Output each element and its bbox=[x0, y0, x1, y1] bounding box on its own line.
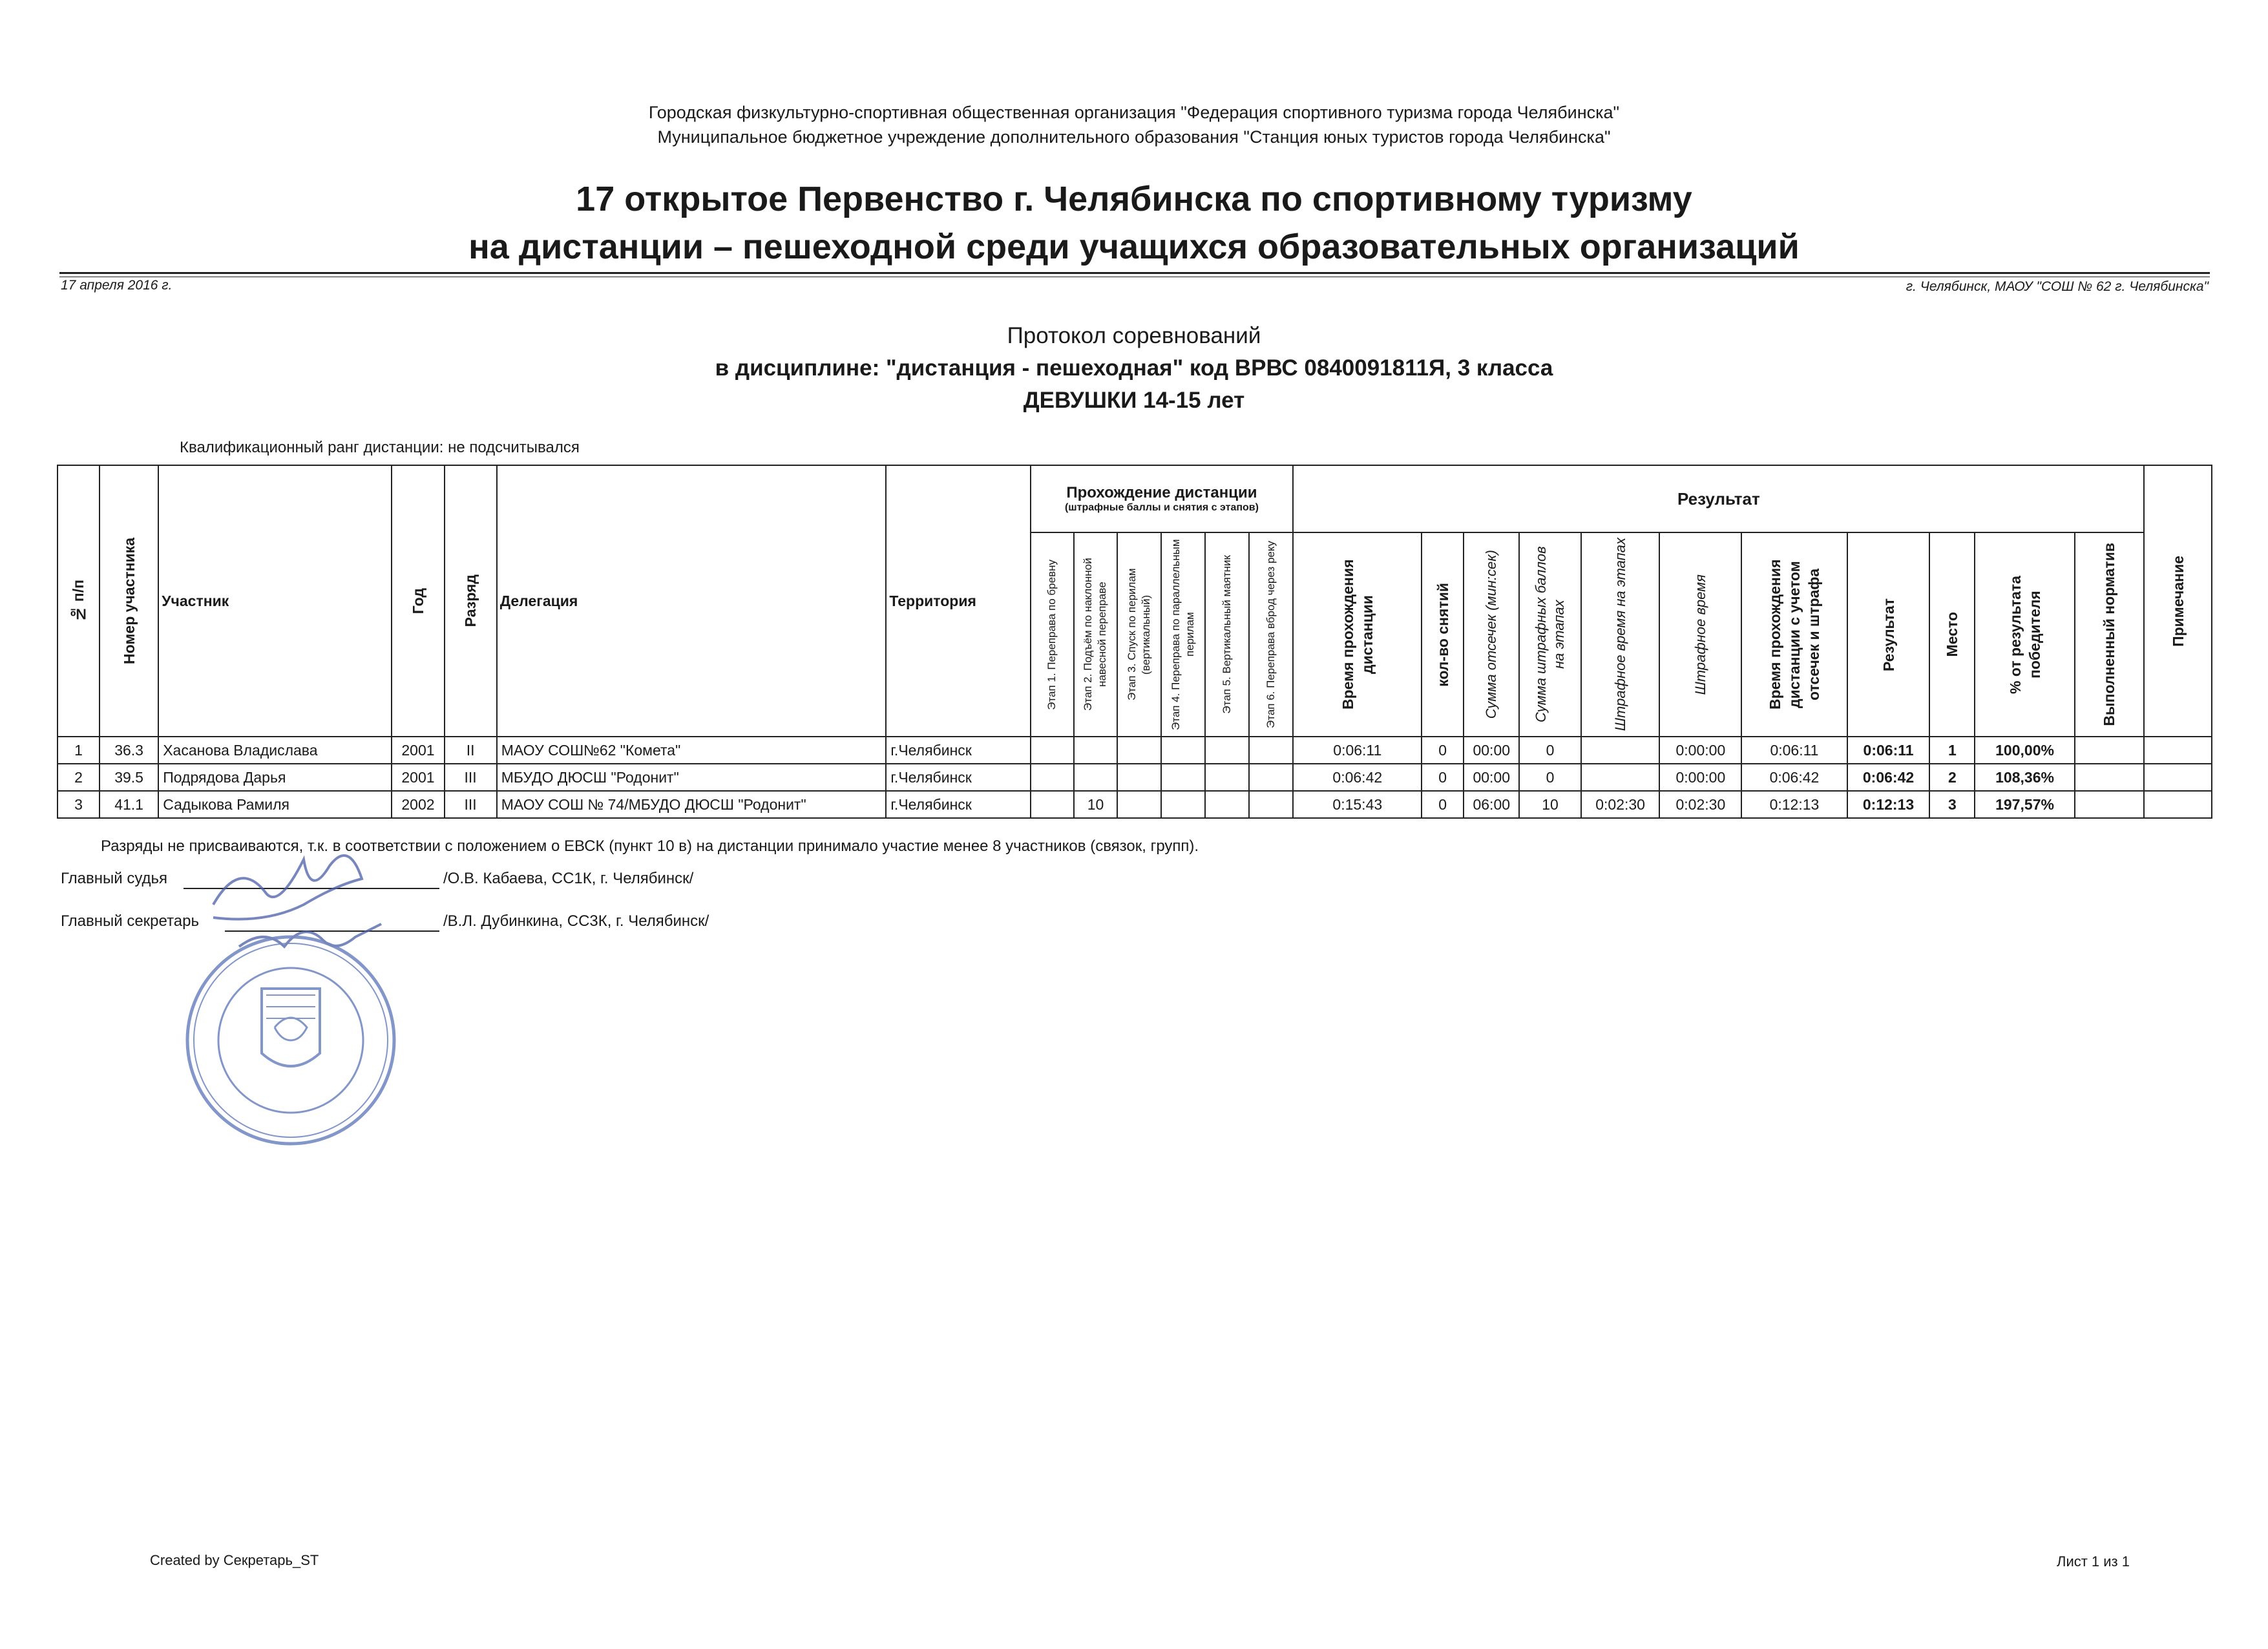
header-penalty-sum: Сумма штрафных баллов на этапах bbox=[1519, 532, 1580, 737]
org-line-2: Муниципальное бюджетное учреждение дополнительного образования "Станция юных туристов города Челябинска" bbox=[657, 127, 1611, 147]
cell-stage-penalty-time bbox=[1581, 737, 1660, 764]
cell-delegation: МАОУ СОШ№62 "Комета" bbox=[497, 737, 887, 764]
cell-rank: III bbox=[445, 791, 497, 818]
table-row bbox=[58, 764, 2212, 791]
cell-territory: г.Челябинск bbox=[886, 737, 1030, 764]
title-line-2: на дистанции – пешеходной среди учащихся образовательных организаций bbox=[468, 227, 1800, 266]
cell-year: 2001 bbox=[392, 737, 444, 764]
header-num: № п/п bbox=[58, 465, 100, 737]
header-place: Место bbox=[1929, 532, 1975, 737]
cell-territory: г.Челябинск bbox=[886, 791, 1030, 818]
cell-stage-3 bbox=[1117, 737, 1161, 764]
cell-percent: 197,57% bbox=[1975, 791, 2074, 818]
qualification-rank: Квалификационный ранг дистанции: не подсчитывался bbox=[180, 439, 580, 456]
header-stage-1: Этап 1. Переправа по бревну bbox=[1031, 532, 1074, 737]
cell-num: 3 bbox=[58, 791, 100, 818]
cell-year: 2002 bbox=[392, 791, 444, 818]
cell-participant: Подрядова Дарья bbox=[158, 764, 392, 791]
cell-removals: 0 bbox=[1422, 791, 1464, 818]
results-table bbox=[57, 465, 2212, 819]
cell-note bbox=[2144, 764, 2212, 791]
cell-stage-6 bbox=[1249, 791, 1293, 818]
secretary-name: /В.Л. Дубинкина, СС3К, г. Челябинск/ bbox=[443, 912, 709, 930]
header-result: Результат bbox=[1847, 532, 1930, 737]
cell-time-adjusted: 0:12:13 bbox=[1741, 791, 1847, 818]
header-result-group: Результат bbox=[1293, 465, 2144, 532]
cell-penalty-sum: 0 bbox=[1519, 737, 1580, 764]
secretary-label: Главный секретарь bbox=[61, 912, 199, 930]
header-delegation: Делегация bbox=[497, 465, 887, 737]
cell-bib: 39.5 bbox=[100, 764, 158, 791]
cell-result: 0:06:11 bbox=[1847, 737, 1930, 764]
cell-removals: 0 bbox=[1422, 764, 1464, 791]
header-territory: Территория bbox=[886, 465, 1030, 737]
cell-place: 2 bbox=[1929, 764, 1975, 791]
cell-time: 0:06:42 bbox=[1293, 764, 1422, 791]
header-stage-penalty-time: Штрафное время на этапах bbox=[1581, 532, 1660, 737]
cell-penalty-time: 0:00:00 bbox=[1659, 737, 1741, 764]
header-stage-2: Этап 2. Подъём по наклонной навесной переправе bbox=[1074, 532, 1118, 737]
cell-stage-3 bbox=[1117, 791, 1161, 818]
header-bib: Номер участника bbox=[100, 465, 158, 737]
header-time-adjusted: Время прохождения дистанции с учетом отсечек и штрафа bbox=[1741, 532, 1847, 737]
table-row bbox=[58, 737, 2212, 764]
header-stage-6: Этап 6. Переправа вброд через реку bbox=[1249, 532, 1293, 737]
cell-penalty-time: 0:00:00 bbox=[1659, 764, 1741, 791]
cell-penalty-sum: 0 bbox=[1519, 764, 1580, 791]
cell-delegation: МБУДО ДЮСШ "Родонит" bbox=[497, 764, 887, 791]
header-rank: Разряд bbox=[445, 465, 497, 737]
cell-bib: 41.1 bbox=[100, 791, 158, 818]
cell-result: 0:06:42 bbox=[1847, 764, 1930, 791]
cell-stage-penalty-time bbox=[1581, 764, 1660, 791]
event-date: 17 апреля 2016 г. bbox=[61, 278, 173, 293]
cell-stage-5 bbox=[1205, 764, 1249, 791]
header-cutoff-sum: Сумма отсечек (мин:сек) bbox=[1464, 532, 1519, 737]
official-stamp bbox=[90, 834, 452, 1170]
cell-percent: 100,00% bbox=[1975, 737, 2074, 764]
header-stage-3: Этап 3. Спуск по перилам (вертикальный) bbox=[1117, 532, 1161, 737]
cell-note bbox=[2144, 737, 2212, 764]
cell-penalty-time: 0:02:30 bbox=[1659, 791, 1741, 818]
protocol-title: Протокол соревнований bbox=[1007, 323, 1261, 348]
sheet-number: Лист 1 из 1 bbox=[2057, 1553, 2130, 1570]
header-passage: Прохождение дистанции (штрафные баллы и снятия с этапов) bbox=[1031, 465, 1294, 532]
header-removals: кол-во снятий bbox=[1422, 532, 1464, 737]
cell-year: 2001 bbox=[392, 764, 444, 791]
cell-stage-4 bbox=[1161, 791, 1205, 818]
judge-label: Главный судья bbox=[61, 870, 168, 887]
cell-place: 1 bbox=[1929, 737, 1975, 764]
cell-norm bbox=[2075, 737, 2145, 764]
cell-stage-6 bbox=[1249, 737, 1293, 764]
header-year: Год bbox=[392, 465, 444, 737]
cell-rank: II bbox=[445, 737, 497, 764]
cell-place: 3 bbox=[1929, 791, 1975, 818]
judge-name: /О.В. Кабаева, СС1К, г. Челябинск/ bbox=[443, 870, 694, 887]
cell-time-adjusted: 0:06:42 bbox=[1741, 764, 1847, 791]
cell-participant: Хасанова Владислава bbox=[158, 737, 392, 764]
header-note: Примечание bbox=[2144, 465, 2212, 737]
cell-bib: 36.3 bbox=[100, 737, 158, 764]
cell-territory: г.Челябинск bbox=[886, 764, 1030, 791]
cell-stage-2 bbox=[1074, 737, 1118, 764]
footnote: Разряды не присваиваются, т.к. в соответствии с положением о ЕВСК (пункт 10 в) на дистанции принимало участие менее 8 участников (связок, групп). bbox=[101, 837, 1199, 855]
cell-stage-4 bbox=[1161, 737, 1205, 764]
cell-penalty-sum: 10 bbox=[1519, 791, 1580, 818]
cell-stage-2 bbox=[1074, 764, 1118, 791]
cell-cutoff: 00:00 bbox=[1464, 764, 1519, 791]
header-participant: Участник bbox=[158, 465, 392, 737]
cell-cutoff: 00:00 bbox=[1464, 737, 1519, 764]
cell-stage-6 bbox=[1249, 764, 1293, 791]
header-penalty-time: Штрафное время bbox=[1659, 532, 1741, 737]
org-line-1: Городская физкультурно-спортивная общественная организация "Федерация спортивного туризма города Челябинска" bbox=[648, 103, 1620, 122]
cell-num: 2 bbox=[58, 764, 100, 791]
cell-percent: 108,36% bbox=[1975, 764, 2074, 791]
cell-time-adjusted: 0:06:11 bbox=[1741, 737, 1847, 764]
cell-stage-2: 10 bbox=[1074, 791, 1118, 818]
cell-rank: III bbox=[445, 764, 497, 791]
cell-norm bbox=[2075, 791, 2145, 818]
cell-stage-1 bbox=[1031, 737, 1074, 764]
created-by: Created by Секретарь_ST bbox=[150, 1552, 319, 1568]
cell-time: 0:06:11 bbox=[1293, 737, 1422, 764]
protocol-group: ДЕВУШКИ 14-15 лет bbox=[1023, 388, 1245, 413]
cell-stage-4 bbox=[1161, 764, 1205, 791]
header-time: Время прохождения дистанции bbox=[1293, 532, 1422, 737]
cell-stage-5 bbox=[1205, 737, 1249, 764]
cell-result: 0:12:13 bbox=[1847, 791, 1930, 818]
title-line-1: 17 открытое Первенство г. Челябинска по спортивному туризму bbox=[576, 180, 1692, 218]
cell-removals: 0 bbox=[1422, 737, 1464, 764]
header-stage-4: Этап 4. Переправа по параллельным перилам bbox=[1161, 532, 1205, 737]
table-row bbox=[58, 791, 2212, 818]
header-percent: % от результата победителя bbox=[1975, 532, 2074, 737]
header-rule bbox=[59, 272, 2210, 274]
cell-note bbox=[2144, 791, 2212, 818]
cell-stage-3 bbox=[1117, 764, 1161, 791]
protocol-discipline: в дисциплине: "дистанция - пешеходная" код ВРВС 0840091811Я, 3 класса bbox=[715, 355, 1553, 381]
cell-time: 0:15:43 bbox=[1293, 791, 1422, 818]
cell-norm bbox=[2075, 764, 2145, 791]
header-stage-5: Этап 5. Вертикальный маятник bbox=[1205, 532, 1249, 737]
cell-stage-1 bbox=[1031, 764, 1074, 791]
cell-participant: Садыкова Рамиля bbox=[158, 791, 392, 818]
cell-stage-1 bbox=[1031, 791, 1074, 818]
header-norm: Выполненный норматив bbox=[2075, 532, 2145, 737]
cell-num: 1 bbox=[58, 737, 100, 764]
cell-stage-penalty-time: 0:02:30 bbox=[1581, 791, 1660, 818]
cell-delegation: МАОУ СОШ № 74/МБУДО ДЮСШ "Родонит" bbox=[497, 791, 887, 818]
event-location: г. Челябинск, МАОУ "СОШ № 62 г. Челябинска" bbox=[1906, 279, 2209, 294]
cell-cutoff: 06:00 bbox=[1464, 791, 1519, 818]
cell-stage-5 bbox=[1205, 791, 1249, 818]
